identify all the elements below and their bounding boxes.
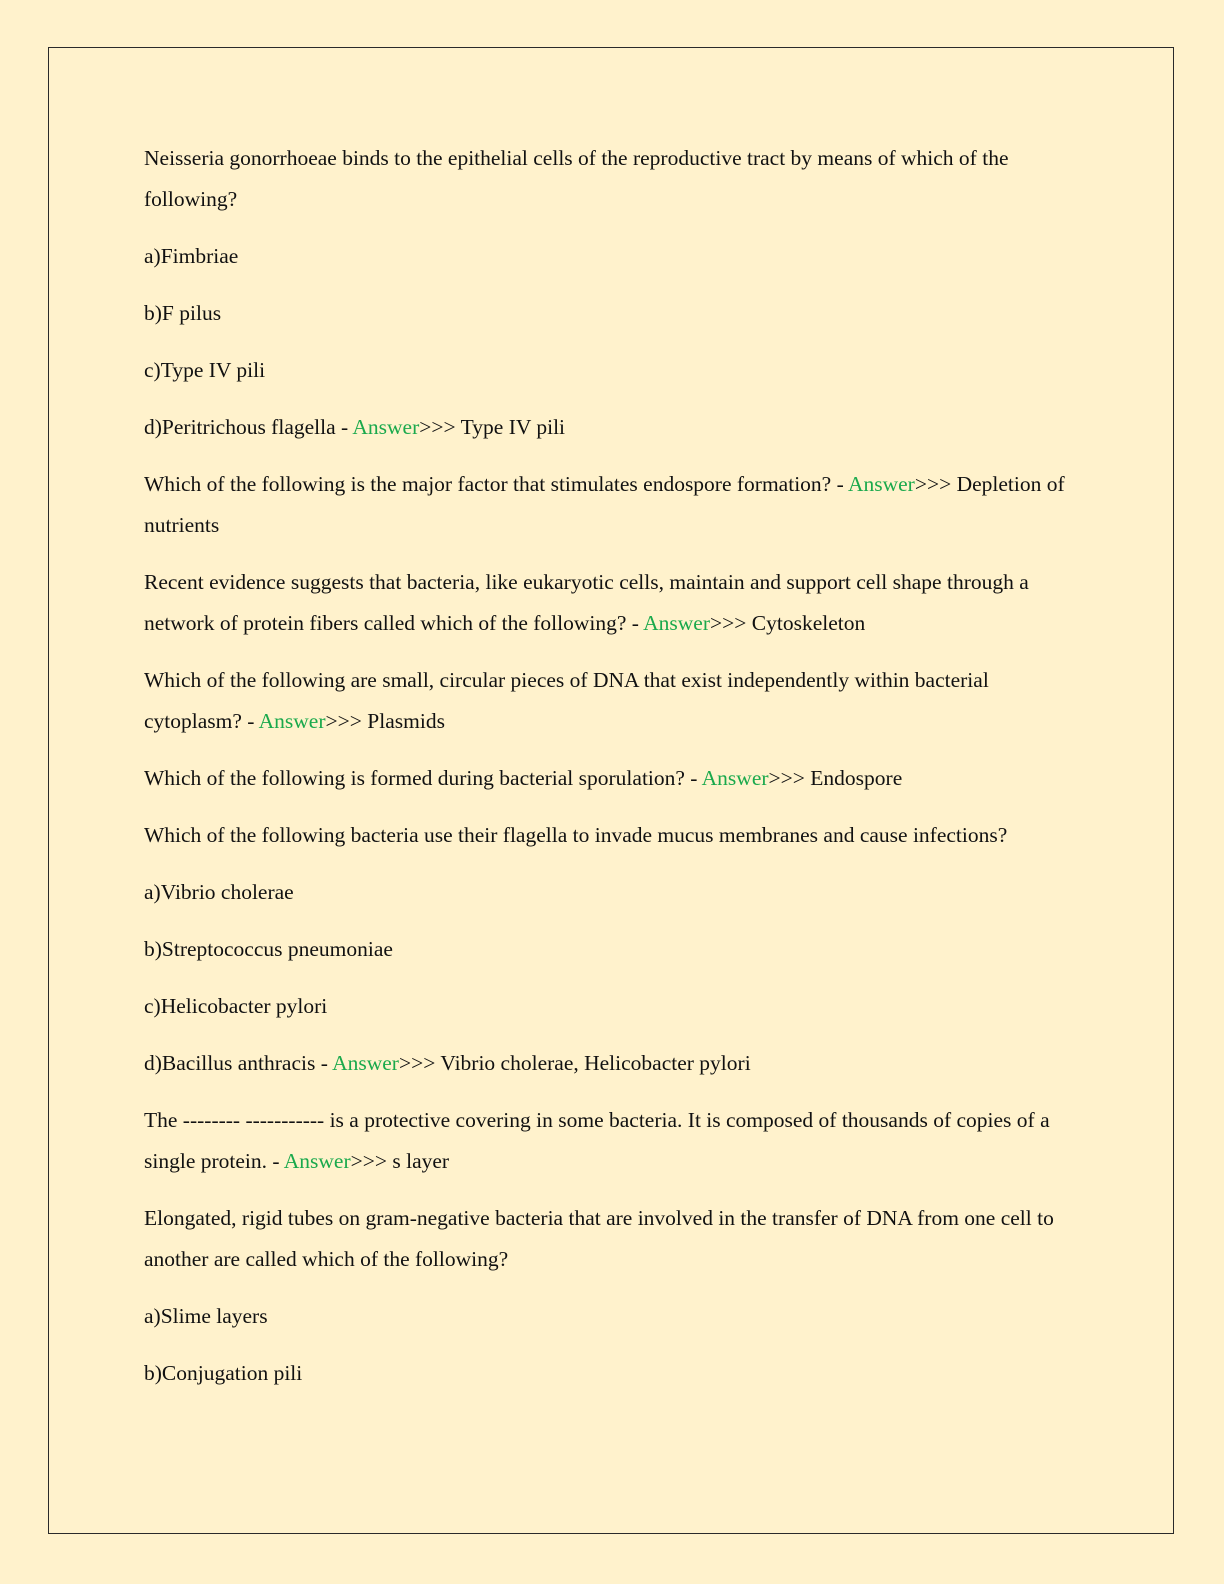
question-text: Which of the following is the major factor that stimulates endospore formation? -: [144, 472, 848, 496]
question-text: Which of the following is formed during bacterial sporulation? -: [144, 766, 702, 790]
option-b: b)F pilus: [144, 301, 222, 325]
answer-label: Answer: [258, 709, 326, 733]
option-b: b)Conjugation pili: [144, 1361, 303, 1385]
qa-line: [144, 464, 1084, 546]
answer-text: s layer: [392, 1149, 450, 1173]
qa-line: [144, 407, 1084, 448]
qa-line: [144, 1043, 1084, 1084]
answer-text: Depletion of nutrients: [144, 472, 1065, 537]
option-a: a)Slime layers: [144, 1304, 268, 1328]
option-c: c)Helicobacter pylori: [144, 994, 328, 1018]
answer-label: Answer: [643, 611, 711, 635]
option-c: c)Type IV pili: [144, 358, 266, 382]
answer-marker: >>>: [350, 1149, 387, 1173]
answer-marker: >>>: [325, 709, 362, 733]
answer-marker: >>>: [768, 766, 805, 790]
answer-label: Answer: [701, 766, 769, 790]
qa-line: [144, 1100, 1084, 1182]
option-b: b)Streptococcus pneumoniae: [144, 937, 393, 961]
option-a: a)Vibrio cholerae: [144, 880, 294, 904]
question-text: Neisseria gonorrhoeae binds to the epithelial cells of the reproductive tract by means of which of the following?: [144, 146, 1009, 211]
qa-line: [144, 758, 1084, 799]
option-a: a)Fimbriae: [144, 244, 239, 268]
qa-line: [144, 660, 1084, 742]
question-text: Which of the following are small, circular pieces of DNA that exist independently within bacterial cytoplasm? -: [144, 668, 989, 733]
answer-label: Answer: [847, 472, 915, 496]
answer-marker: >>>: [710, 611, 747, 635]
answer-label: Answer: [332, 1051, 399, 1075]
answer-marker: >>>: [398, 1051, 436, 1075]
answer-marker: >>>: [914, 472, 952, 496]
qa-line: [144, 562, 1084, 644]
question-text: Elongated, rigid tubes on gram-negative bacteria that are involved in the transfer of DNA from one cell to another are called which of the following?: [144, 1206, 1054, 1271]
answer-text: Type IV pili: [460, 415, 566, 439]
answer-text: Cytoskeleton: [751, 611, 866, 635]
answer-marker: >>>: [419, 415, 456, 439]
question-text: d)Bacillus anthracis -: [144, 1051, 333, 1075]
answer-label: Answer: [283, 1149, 351, 1173]
answer-text: Plasmids: [367, 709, 445, 733]
document-body: [144, 138, 1084, 1410]
question-text: Recent evidence suggests that bacteria, like eukaryotic cells, maintain and support cell shape through a network of protein fibers called which of the following? -: [144, 570, 1029, 635]
question-text: The -------- ----------- is a protective covering in some bacteria. It is composed of thousands of copies of a single protein. -: [144, 1108, 1050, 1173]
answer-text: Vibrio cholerae, Helicobacter pylori: [440, 1051, 751, 1075]
answer-text: Endospore: [810, 766, 903, 790]
answer-label: Answer: [352, 415, 420, 439]
question-text: d)Peritrichous flagella -: [144, 415, 353, 439]
question-text: Which of the following bacteria use their flagella to invade mucus membranes and cause infections?: [144, 823, 1008, 847]
